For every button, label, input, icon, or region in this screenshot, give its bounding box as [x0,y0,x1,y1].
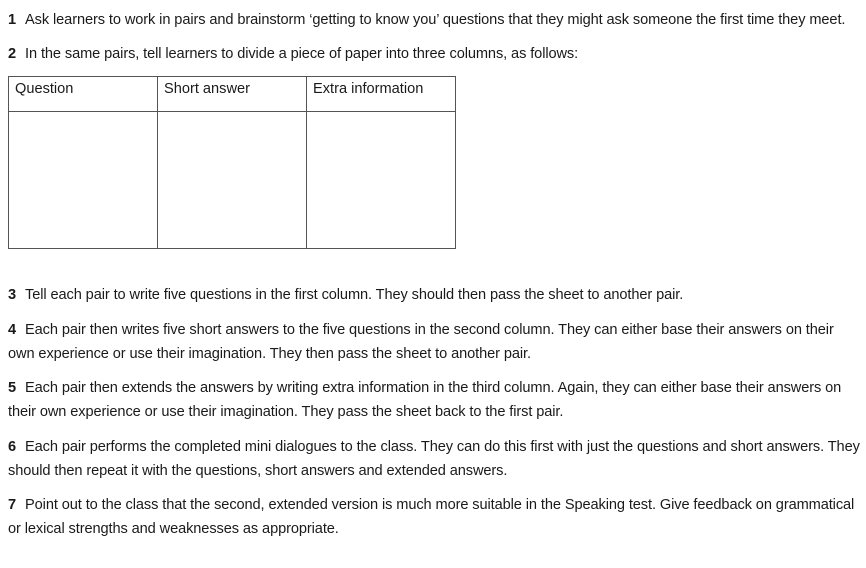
step-text: Each pair performs the completed mini dialogues to the class. They can do this first with just the questions and short answers. They should then repeat it with the questions, short answers and extended answers. [8,439,860,479]
step-4 [8,318,863,366]
step-2 [8,42,863,66]
table-row [9,112,456,249]
step-text: In the same pairs, tell learners to divide a piece of paper into three columns, as follows: [25,46,579,62]
step-7 [8,493,863,541]
step-number: 6 [8,439,17,455]
step-5 [8,376,863,424]
step-text: Ask learners to work in pairs and brainstorm ‘getting to know you’ questions that they might ask someone the first time they meet. [25,12,846,28]
empty-cell-extra-information [307,112,456,249]
step-number: 3 [8,287,17,303]
step-6 [8,435,863,483]
step-text: Tell each pair to write five questions in the first column. They should then pass the sheet to another pair. [25,287,684,303]
column-header-extra-information: Extra information [307,77,456,112]
step-number: 5 [8,380,17,396]
table-header-row [9,77,456,112]
step-number: 1 [8,12,17,28]
column-header-question: Question [9,77,158,112]
step-text: Each pair then extends the answers by writing extra information in the third column. Again, they can either base their answers on their own experience or use their imagination. They pass the sheet back to the first pair. [8,380,842,420]
step-3 [8,283,863,307]
empty-cell-question [9,112,158,249]
step-text: Point out to the class that the second, extended version is much more suitable in the Speaking test. Give feedback on grammatical or lexical strengths and weaknesses as appropriate. [8,497,855,537]
step-number: 4 [8,322,17,338]
step-text: Each pair then writes five short answers to the five questions in the second column. They can either base their answers on their own experience or use their imagination. They then pass the sheet to another pair. [8,322,834,362]
column-header-short-answer: Short answer [158,77,307,112]
step-number: 7 [8,497,17,513]
step-number: 2 [8,46,17,62]
three-column-table [8,76,456,249]
empty-cell-short-answer [158,112,307,249]
step-1 [8,8,863,32]
